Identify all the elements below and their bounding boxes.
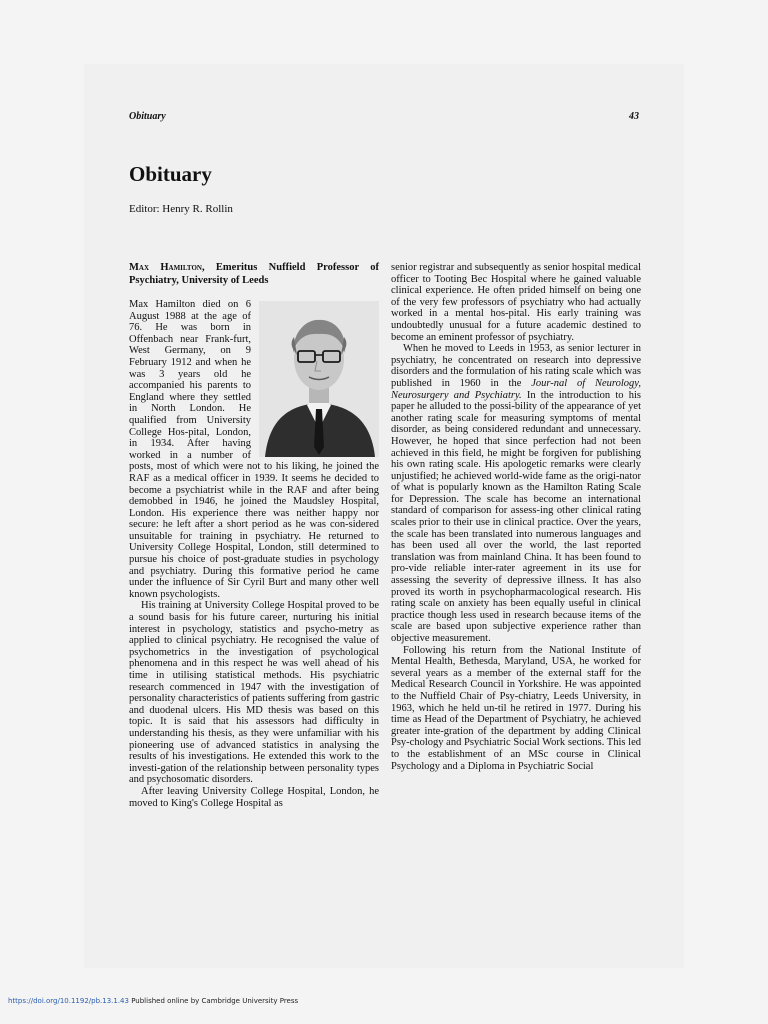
portrait-photo — [259, 301, 379, 457]
publication-note: Published online by Cambridge University Press — [131, 997, 299, 1005]
right-column — [391, 262, 641, 772]
doi-link[interactable]: https://doi.org/10.1192/pb.13.1.43 — [8, 997, 129, 1005]
left-paragraph-1: Max Hamilton died on 6 August 1988 at the age of 76. He was born in Offenbach near Frank-furt, West Germany, on 9 February 1912 and when he was 3 years old he accompanied his parents to England where they settled in North London. He qualified from University College Hos-pital, London, in 1934. After having worked in a number of posts, most of which were not to his liking, he joined the RAF as a medical officer in 1939. It seems he decided to become a psychiatrist while in the RAF and after being demobbed in 1946, he joined the Maudsley Hospital, London. His experience there was neither happy nor secure: he left after a short period as he was con-sidered unsuitable for training in psychiatry. He returned to University College Hospital, London, still determined to pursue his choice of post-graduate studies in psychology and psychiatry. During this formative period he came under the influence of Sir Cyril Burt and many other well known psychologists. — [129, 299, 379, 600]
page-title: Obituary — [129, 162, 212, 186]
left-column — [129, 262, 379, 809]
journal-title: Jour-nal of Neurology, Neurosurgery and Psychiatry. — [391, 377, 641, 401]
right-paragraph-3: Following his return from the National Institute of Mental Health, Bethesda, Maryland, USA, he worked for several years as a member of the external staff for the Medical Research Council in Yorkshire. He was appointed to the Nuffield Chair of Psy-chiatry, Leeds University, in 1963, which he held un-til he retired in 1977. During his time as Head of the Department of Psychiatry, he achieved greater inte-gration of the department by adding Clinical Psy-chology and Psychiatric Social Work sections. This led to the establishment of an MSc course in Clinical Psychology and a Diploma in Psychiatric Social — [391, 644, 641, 772]
subject-affiliation: Emeritus Nuffield Professor of Psychiatry, University of Leeds — [129, 262, 379, 286]
right-paragraph-2-start: When he moved to Leeds in 1953, as senior lecturer in psychiatry, he concentrated on research into depressive disorders and the formulation of his rating scale which was published in 1960 in the — [391, 343, 641, 389]
running-head — [129, 111, 639, 122]
portrait-icon — [259, 301, 379, 457]
right-paragraph-2 — [391, 343, 641, 644]
running-head-section: Obituary — [129, 111, 166, 122]
subject-name: Max Hamilton, — [129, 262, 205, 273]
right-paragraph-1: senior registrar and subsequently as senior hospital medical officer to Tooting Bec Hospital where he gained valuable clinical experience. He often prided himself on being one of the very few professors of psychiatry who had actually worked in a mental hos-pital. His early training was undoubtedly unusual for a future academic destined to become an eminent professor of psychiatry. — [391, 262, 641, 343]
page-number: 43 — [629, 111, 639, 122]
editor-line: Editor: Henry R. Rollin — [129, 203, 233, 215]
obituary-subject — [129, 262, 379, 287]
left-paragraph-3: After leaving University College Hospital, London, he moved to King's College Hospital as — [129, 785, 379, 809]
footer — [8, 997, 298, 1005]
left-paragraph-2: His training at University College Hospital proved to be a sound basis for his future career, nurturing his initial interest in psychology, statistics and psycho-metry as applied to clinical psychiatry. He recognised the value of psychometrics in the investigation of psychological phenomena and in this respect he was well ahead of his time in utilising statistical methods. His psychiatric research commenced in 1947 with the investigation of personality characteristics of patients suffering from gastric and duodenal ulcers. His MD thesis was based on this topic. It is said that his assessors had difficulty in understanding his thesis, as they were unfamiliar with his pioneering use of advanced statistics in analysing the results of his investigations. He extended this work to the investi-gation of the relationship between personality types and psychosomatic disorders. — [129, 600, 379, 786]
right-paragraph-2-rest: In the introduction to his paper he alluded to the possi-bility of the appearance of yet another rating scale for measuring symptoms of mental disorder, as being considered redundant and unnecessary. However, he hoped that since perfection had not been achieved in this field, he might be forgiven for publishing his own rating scale. His apologetic remarks were clearly unjustified; he achieved world-wide fame as the origi-nator of what is popularly known as the Hamilton Rating Scale for Depression. The scale has become an international standard of comparison for assess-ing other clinical rating scales prior to their use in clinical practice. Over the years, the scale has been translated into numerous languages and has been used all over the world, the last reported translation was from mainland China. It has been found to pro-vide reliable inter-rater agreement in its use for assessing the severity of depressive illness. It has also proved its worth in psychopharmacological research. His rating scale on anxiety has been equally useful in clinical practice though less used in research because items of the scale are based upon subjective experience rather than objective measurement. — [391, 389, 641, 644]
